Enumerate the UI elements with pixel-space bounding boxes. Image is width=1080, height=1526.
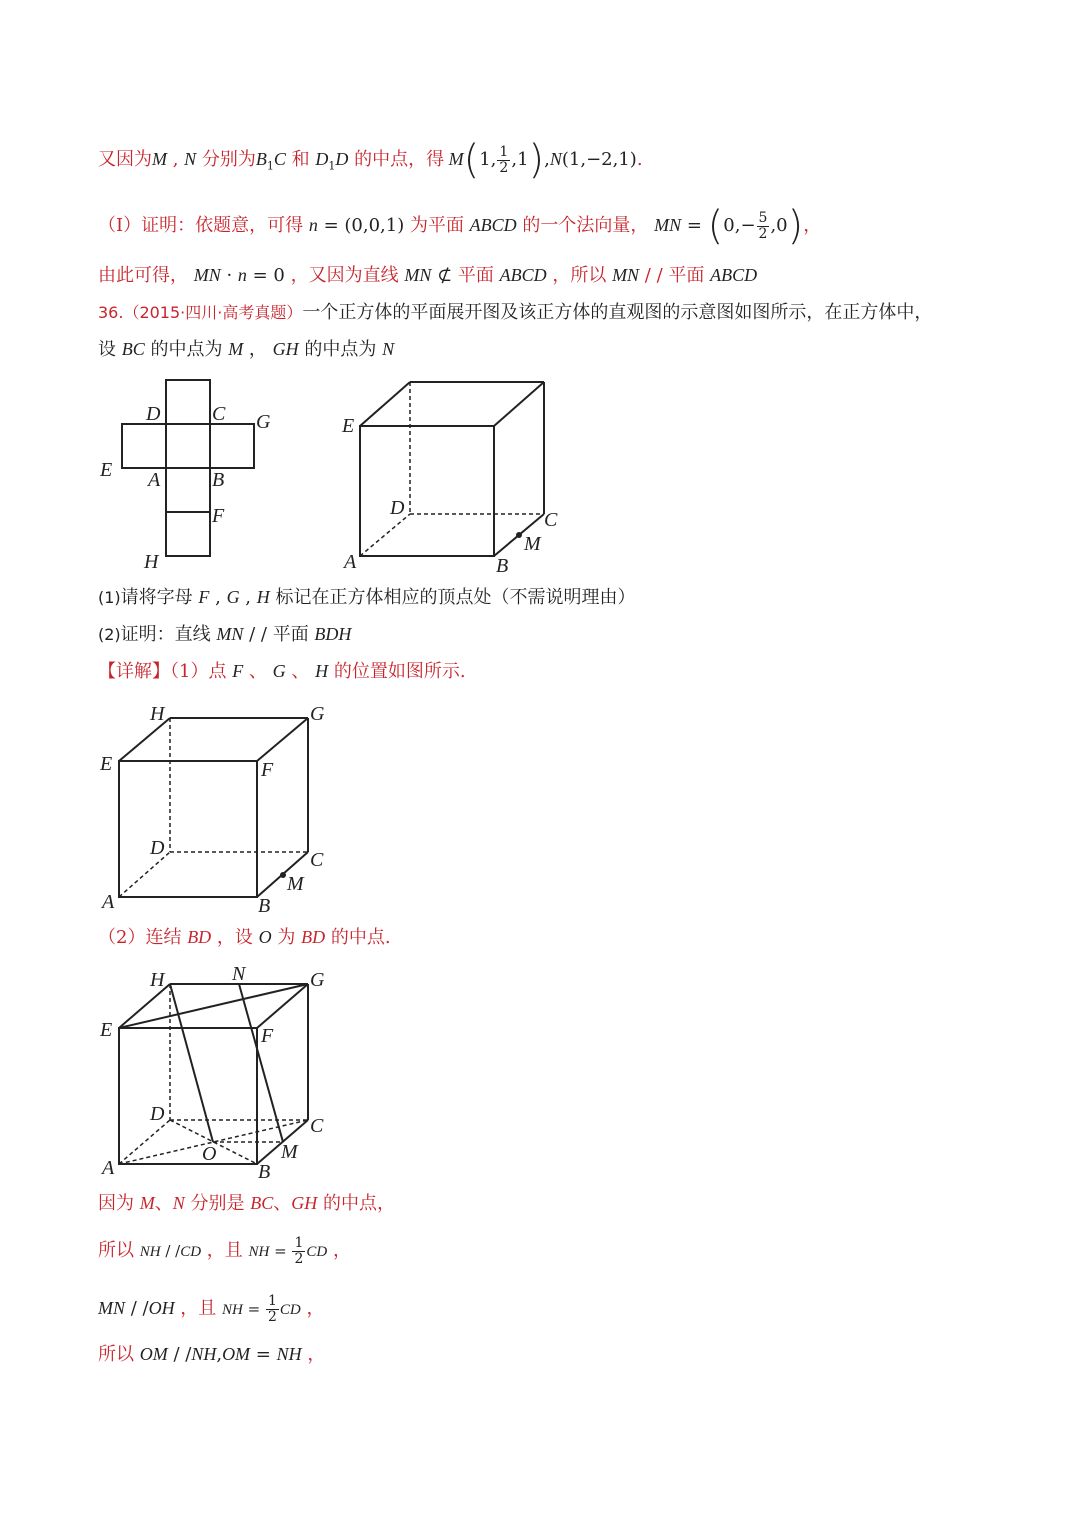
solution-line-om-nh: 所以 OM / /NH,OM = NH ， [98, 1344, 326, 1365]
net-label-D: D [146, 403, 161, 425]
cube3-label-F: F [261, 1025, 274, 1047]
text-line-conclusion: 由此可得， MN · n = 0 ，又因为直线 MN ⊄ 平面 ABCD ，所以 MN / / 平面 ABCD [98, 265, 758, 286]
cube3-label-B: B [258, 1161, 271, 1183]
part-1-question: (1)请将字母 F , G , H 标记在正方体相应的顶点处（不需说明理由） [98, 587, 636, 608]
cube2-label-E: E [100, 753, 113, 775]
net-label-C: C [212, 403, 226, 425]
cube1-label-E: E [342, 415, 355, 437]
net-label-G: G [256, 411, 271, 433]
cube3-label-M: M [281, 1141, 298, 1163]
cube2-label-H: H [150, 703, 165, 725]
cube2-label-M: M [287, 873, 304, 895]
question-36-line2: 设 BC 的中点为 M ， GH 的中点为 N [98, 339, 395, 360]
cube1-label-B: B [496, 555, 509, 576]
cube2-label-C: C [310, 849, 324, 871]
cube3-label-D: D [150, 1103, 165, 1125]
cube3-label-G: G [310, 969, 325, 991]
solution-part-1: 【详解】（1）点 F 、 G 、 H 的位置如图所示. [98, 661, 466, 682]
part-2-question: (2)证明：直线 MN / / 平面 BDH [98, 624, 352, 645]
solution-line-mn-oh: MN / /OH ，且 NH = $\frac{1}{2}$ CD ， [98, 1293, 325, 1325]
cube2-label-B: B [258, 895, 271, 917]
net-label-A: A [148, 469, 161, 491]
cube2-label-G: G [310, 703, 325, 725]
cube1-label-C: C [544, 509, 558, 531]
solution-line-midpoints: 因为 M、N 分别是 BC、GH 的中点， [98, 1193, 395, 1214]
cube3-label-H: H [150, 969, 165, 991]
cube1-label-D: D [390, 497, 405, 519]
solution-part-2-intro: （2）连结 BD ，设 O 为 BD 的中点. [98, 927, 391, 948]
net-label-H: H [144, 551, 159, 572]
text-line-normal-vector: （Ⅰ）证明：依题意，可得 n = (0,0,1) 为平面 ABCD 的一个法向量， MN = (0,− $\frac{5}{2}$ ,0)， [98, 203, 822, 249]
cube3-label-C: C [310, 1115, 324, 1137]
text-line-midpoints: 又因为M , N 分别为$B_1C$ 和 $D_1D$ 的中点，得 M(1, $\frac{1}{2}$ ,1),N(1,−2,1). [98, 137, 643, 183]
net-label-F: F [212, 505, 225, 527]
cube1-label-M: M [524, 533, 541, 555]
cube2-label-D: D [150, 837, 165, 859]
net-label-B: B [212, 469, 225, 491]
cube3-label-A: A [102, 1157, 115, 1179]
cube-figure-2 [98, 700, 338, 920]
question-36-line1: 36.（2015·四川·高考真题）一个正方体的平面展开图及该正方体的直观图的示意图如图所示，在正方体中， [98, 302, 933, 323]
cube-figure-3 [98, 962, 338, 1184]
cube2-label-F: F [261, 759, 274, 781]
net-label-E: E [100, 459, 113, 481]
solution-line-nh-cd: 所以 NH / /CD ，且 NH = $\frac{1}{2}$ CD ， [98, 1235, 351, 1267]
cube2-label-A: A [102, 891, 115, 913]
cube-figure-1 [336, 376, 572, 576]
cube3-label-N: N [232, 963, 246, 985]
cube1-label-A: A [344, 551, 357, 573]
cube3-label-E: E [100, 1019, 113, 1041]
cube-net-figure [98, 372, 288, 572]
cube3-label-O: O [202, 1143, 217, 1165]
